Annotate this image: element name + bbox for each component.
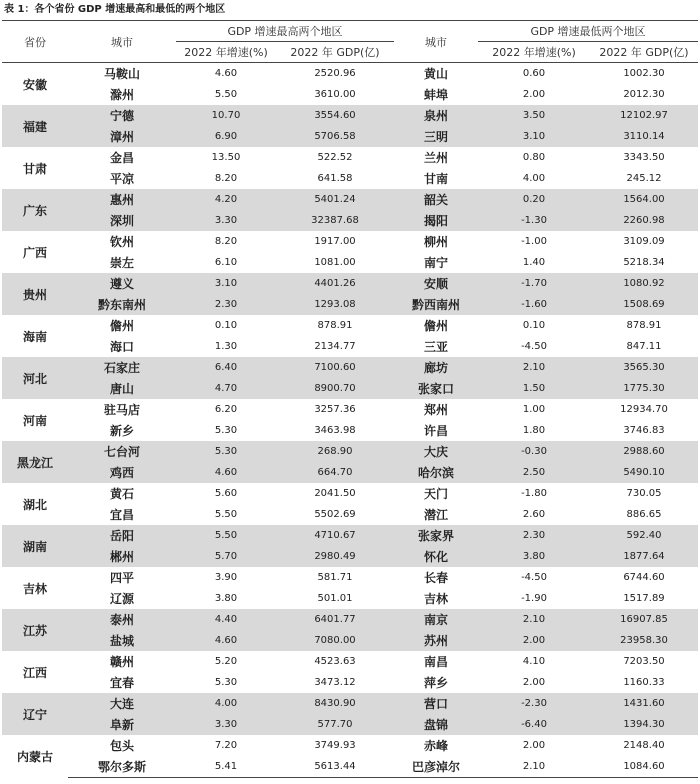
province-cell: 福建 [2, 105, 68, 147]
low-city-cell: 哈尔滨 [394, 462, 478, 483]
high-growth-cell: 2.30 [176, 294, 276, 315]
low-gdp-cell: 12102.97 [590, 105, 698, 126]
table-caption: 表 1：各个省份 GDP 增速最高和最低的两个地区 [4, 4, 226, 15]
low-city-cell: 黔西南州 [394, 294, 478, 315]
low-gdp-cell: 1508.69 [590, 294, 698, 315]
table-row [2, 84, 698, 105]
low-gdp-cell: 1160.33 [623, 677, 665, 688]
high-city-cell: 鸡西 [68, 462, 176, 483]
high-gdp-cell: 5502.69 [314, 509, 356, 520]
high-gdp-cell: 581.71 [317, 572, 353, 583]
province-cell: 黑龙江 [2, 441, 68, 483]
low-city-cell: 许昌 [423, 424, 448, 438]
low-gdp-cell: 878.91 [626, 320, 662, 331]
low-growth-cell: 0.60 [522, 68, 546, 79]
table-row [2, 168, 698, 189]
low-growth-cell: -1.90 [521, 593, 547, 604]
low-growth-cell: 1.40 [522, 257, 546, 268]
low-growth-cell: 2.00 [522, 89, 546, 100]
high-city-cell: 盐城 [68, 630, 176, 651]
low-growth-cell: -1.60 [478, 294, 590, 315]
high-city-cell: 惠州 [68, 189, 176, 210]
high-gdp-cell: 6401.77 [276, 609, 394, 630]
low-city-cell: 怀化 [394, 546, 478, 567]
province-cell: 河北 [2, 357, 68, 399]
high-growth-cell: 3.90 [214, 572, 238, 583]
high-growth-cell: 4.40 [176, 609, 276, 630]
high-gdp-cell: 2520.96 [314, 68, 356, 79]
province-cell: 河南 [22, 413, 47, 428]
header-low-group: GDP 增速最低两个地区 [478, 21, 698, 42]
table-row [2, 483, 698, 504]
high-city-cell: 钦州 [109, 235, 134, 249]
low-growth-cell: 3.50 [478, 105, 590, 126]
province-cell: 甘肃 [22, 161, 47, 176]
high-gdp-cell: 3463.98 [314, 425, 356, 436]
table-row [2, 336, 698, 357]
high-city-cell: 深圳 [68, 210, 176, 231]
low-growth-cell: -6.40 [478, 714, 590, 735]
low-city-cell: 大庆 [394, 441, 478, 462]
low-gdp-cell: 6744.60 [623, 572, 665, 583]
table-row [2, 546, 698, 567]
low-city-cell: 赤峰 [423, 739, 448, 753]
low-gdp-cell: 3565.30 [590, 357, 698, 378]
low-city-cell: 天门 [423, 487, 448, 501]
high-city-cell: 儋州 [109, 319, 134, 333]
low-gdp-cell: 1394.30 [590, 714, 698, 735]
high-city-cell: 滁州 [109, 88, 134, 102]
high-city-cell: 遵义 [68, 273, 176, 294]
high-city-cell: 阜新 [68, 714, 176, 735]
high-growth-cell: 5.60 [214, 488, 238, 499]
low-growth-cell: -1.70 [478, 273, 590, 294]
low-growth-cell: -1.00 [521, 236, 547, 247]
high-growth-cell: 5.50 [214, 89, 238, 100]
province-cell: 湖北 [22, 497, 47, 512]
low-growth-cell: 2.10 [478, 357, 590, 378]
high-gdp-cell: 1293.08 [276, 294, 394, 315]
low-city-cell: 安顺 [394, 273, 478, 294]
low-growth-cell: 1.00 [522, 404, 546, 415]
high-growth-cell: 1.30 [214, 341, 238, 352]
high-growth-cell: 13.50 [211, 152, 241, 163]
low-growth-cell: 4.10 [522, 656, 546, 667]
high-gdp-cell: 3610.00 [314, 89, 356, 100]
high-growth-cell: 4.70 [176, 378, 276, 399]
table-row [2, 693, 698, 714]
table-row [2, 672, 698, 693]
high-gdp-cell: 4523.63 [314, 656, 356, 667]
high-gdp-cell: 5613.44 [276, 756, 394, 778]
province-cell: 海南 [22, 329, 47, 344]
low-city-cell: 盘锦 [394, 714, 478, 735]
low-city-cell: 泉州 [394, 105, 478, 126]
high-gdp-cell: 878.91 [317, 320, 353, 331]
low-growth-cell: 3.10 [478, 126, 590, 147]
header-growth-high: 2022 年增速(%) [176, 42, 276, 63]
low-city-cell: 揭阳 [394, 210, 478, 231]
high-city-cell: 郴州 [68, 546, 176, 567]
high-gdp-cell: 3554.60 [276, 105, 394, 126]
low-growth-cell: -1.30 [478, 210, 590, 231]
high-growth-cell: 5.50 [214, 509, 238, 520]
low-gdp-cell: 592.40 [590, 525, 698, 546]
table-row [2, 231, 698, 252]
high-gdp-cell: 268.90 [276, 441, 394, 462]
low-growth-cell: 2.30 [478, 525, 590, 546]
high-growth-cell: 7.20 [214, 740, 238, 751]
low-city-cell: 柳州 [423, 235, 448, 249]
low-gdp-cell: 1877.64 [590, 546, 698, 567]
high-city-cell: 宜昌 [109, 508, 134, 522]
low-growth-cell: 2.00 [478, 630, 590, 651]
high-growth-cell: 6.10 [214, 257, 238, 268]
province-cell: 辽宁 [2, 693, 68, 735]
high-growth-cell: 3.10 [176, 273, 276, 294]
gdp-growth-table [2, 20, 698, 778]
low-city-cell: 儋州 [423, 319, 448, 333]
high-gdp-cell: 1917.00 [314, 236, 356, 247]
low-growth-cell: 2.00 [522, 740, 546, 751]
high-gdp-cell: 641.58 [317, 173, 353, 184]
high-growth-cell: 5.50 [176, 525, 276, 546]
high-growth-cell: 5.30 [176, 441, 276, 462]
table-row [2, 441, 698, 462]
low-gdp-cell: 245.12 [626, 173, 662, 184]
low-growth-cell: 0.10 [522, 320, 546, 331]
high-growth-cell: 6.40 [176, 357, 276, 378]
high-growth-cell: 0.10 [214, 320, 238, 331]
low-city-cell: 长春 [423, 571, 448, 585]
high-gdp-cell: 577.70 [276, 714, 394, 735]
province-cell: 江苏 [2, 609, 68, 651]
low-gdp-cell: 5218.34 [623, 257, 665, 268]
table-row [2, 588, 698, 609]
header-city-high: 城市 [68, 21, 176, 63]
low-city-cell: 三亚 [423, 340, 448, 354]
high-growth-cell: 10.70 [176, 105, 276, 126]
high-city-cell: 辽源 [109, 592, 134, 606]
low-city-cell: 吉林 [423, 592, 448, 606]
high-gdp-cell: 3257.36 [314, 404, 356, 415]
province-cell: 广东 [2, 189, 68, 231]
high-gdp-cell: 5401.24 [276, 189, 394, 210]
table-row [2, 504, 698, 525]
high-city-cell: 赣州 [109, 655, 134, 669]
table-row [2, 651, 698, 672]
high-gdp-cell: 2041.50 [314, 488, 356, 499]
low-city-cell: 韶关 [394, 189, 478, 210]
low-city-cell: 巴彦淖尔 [394, 756, 478, 778]
low-gdp-cell: 3343.50 [623, 152, 665, 163]
low-city-cell: 南京 [394, 609, 478, 630]
high-growth-cell: 4.00 [176, 693, 276, 714]
table-row [2, 630, 698, 651]
table-row [2, 756, 698, 778]
table-row [2, 105, 698, 126]
high-growth-cell: 3.30 [176, 714, 276, 735]
low-growth-cell: 3.80 [478, 546, 590, 567]
high-city-cell: 平凉 [109, 172, 134, 186]
table-row [2, 357, 698, 378]
table-row [2, 126, 698, 147]
low-gdp-cell: 1517.89 [623, 593, 665, 604]
high-gdp-cell: 32387.68 [276, 210, 394, 231]
high-city-cell: 石家庄 [68, 357, 176, 378]
high-gdp-cell: 4401.26 [276, 273, 394, 294]
province-cell: 内蒙古 [16, 749, 53, 764]
table-body [2, 63, 698, 778]
high-gdp-cell: 1081.00 [314, 257, 356, 268]
low-growth-cell: 2.10 [478, 756, 590, 778]
province-cell: 湖南 [2, 525, 68, 567]
high-city-cell: 唐山 [68, 378, 176, 399]
high-city-cell: 大连 [68, 693, 176, 714]
high-growth-cell: 4.20 [176, 189, 276, 210]
high-growth-cell: 4.60 [176, 462, 276, 483]
high-gdp-cell: 7080.00 [276, 630, 394, 651]
low-city-cell: 萍乡 [423, 676, 448, 690]
table-row [2, 525, 698, 546]
low-city-cell: 兰州 [423, 151, 448, 165]
high-city-cell: 黔东南州 [68, 294, 176, 315]
low-gdp-cell: 2148.40 [623, 740, 665, 751]
low-gdp-cell: 7203.50 [623, 656, 665, 667]
high-gdp-cell: 2980.49 [276, 546, 394, 567]
low-gdp-cell: 886.65 [626, 509, 662, 520]
high-city-cell: 宁德 [68, 105, 176, 126]
high-city-cell: 岳阳 [68, 525, 176, 546]
high-city-cell: 海口 [109, 340, 134, 354]
high-gdp-cell: 8900.70 [276, 378, 394, 399]
high-growth-cell: 4.60 [176, 630, 276, 651]
low-gdp-cell: 3109.09 [623, 236, 665, 247]
table-row [2, 189, 698, 210]
low-growth-cell: -0.30 [478, 441, 590, 462]
low-growth-cell: -1.80 [521, 488, 547, 499]
high-city-cell: 黄石 [109, 487, 134, 501]
low-gdp-cell: 1431.60 [590, 693, 698, 714]
high-city-cell: 宜春 [109, 676, 134, 690]
province-cell: 江西 [22, 665, 47, 680]
low-city-cell: 黄山 [423, 67, 448, 81]
high-city-cell: 四平 [109, 571, 134, 585]
table-header [2, 21, 698, 63]
high-growth-cell: 4.60 [214, 68, 238, 79]
province-cell: 贵州 [2, 273, 68, 315]
high-gdp-cell: 3473.12 [314, 677, 356, 688]
low-gdp-cell: 1080.92 [590, 273, 698, 294]
high-city-cell: 马鞍山 [103, 67, 140, 81]
low-city-cell: 南宁 [423, 256, 448, 270]
low-growth-cell: 2.60 [522, 509, 546, 520]
low-city-cell: 甘南 [423, 172, 448, 186]
high-growth-cell: 5.70 [176, 546, 276, 567]
high-city-cell: 鄂尔多斯 [68, 756, 176, 778]
low-city-cell: 三明 [394, 126, 478, 147]
low-gdp-cell: 1564.00 [590, 189, 698, 210]
low-gdp-cell: 730.05 [626, 488, 662, 499]
low-gdp-cell: 1084.60 [590, 756, 698, 778]
low-city-cell: 张家口 [394, 378, 478, 399]
high-gdp-cell: 3749.93 [314, 740, 356, 751]
low-gdp-cell: 3110.14 [590, 126, 698, 147]
high-growth-cell: 5.30 [214, 677, 238, 688]
high-growth-cell: 8.20 [214, 236, 238, 247]
low-city-cell: 郑州 [423, 403, 448, 417]
high-gdp-cell: 2134.77 [314, 341, 356, 352]
table-row [2, 609, 698, 630]
low-gdp-cell: 16907.85 [590, 609, 698, 630]
low-growth-cell: 2.00 [522, 677, 546, 688]
high-city-cell: 七台河 [68, 441, 176, 462]
table-row [2, 567, 698, 588]
high-city-cell: 包头 [109, 739, 134, 753]
low-growth-cell: -4.50 [521, 341, 547, 352]
table-row [2, 735, 698, 756]
low-gdp-cell: 2988.60 [590, 441, 698, 462]
low-gdp-cell: 23958.30 [590, 630, 698, 651]
header-city-low: 城市 [394, 21, 478, 63]
high-gdp-cell: 4710.67 [276, 525, 394, 546]
table-row [2, 210, 698, 231]
high-city-cell: 漳州 [68, 126, 176, 147]
table-row [2, 399, 698, 420]
table-row [2, 252, 698, 273]
low-growth-cell: 0.80 [522, 152, 546, 163]
low-city-cell: 潜江 [423, 508, 448, 522]
header-high-group: GDP 增速最高两个地区 [176, 21, 394, 42]
table-row [2, 294, 698, 315]
low-gdp-cell: 1002.30 [623, 68, 665, 79]
low-growth-cell: 0.20 [478, 189, 590, 210]
high-gdp-cell: 522.52 [317, 152, 353, 163]
high-city-cell: 驻马店 [103, 403, 140, 417]
high-growth-cell: 5.20 [214, 656, 238, 667]
low-city-cell: 张家界 [394, 525, 478, 546]
high-city-cell: 崇左 [109, 256, 134, 270]
high-gdp-cell: 7100.60 [276, 357, 394, 378]
province-cell: 吉林 [22, 581, 47, 596]
header-gdp-low: 2022 年 GDP(亿) [590, 42, 698, 63]
low-growth-cell: 2.50 [478, 462, 590, 483]
low-growth-cell: 1.50 [478, 378, 590, 399]
low-gdp-cell: 2260.98 [590, 210, 698, 231]
high-gdp-cell: 5706.58 [276, 126, 394, 147]
high-growth-cell: 6.20 [214, 404, 238, 415]
low-gdp-cell: 2012.30 [623, 89, 665, 100]
low-gdp-cell: 5490.10 [590, 462, 698, 483]
table-row [2, 420, 698, 441]
low-city-cell: 苏州 [394, 630, 478, 651]
low-gdp-cell: 847.11 [626, 341, 662, 352]
table-row [2, 378, 698, 399]
high-city-cell: 金昌 [109, 151, 134, 165]
low-city-cell: 廊坊 [394, 357, 478, 378]
low-growth-cell: -2.30 [478, 693, 590, 714]
high-growth-cell: 3.80 [214, 593, 238, 604]
province-cell: 广西 [22, 245, 47, 260]
low-gdp-cell: 3746.83 [623, 425, 665, 436]
low-gdp-cell: 1775.30 [590, 378, 698, 399]
high-city-cell: 泰州 [68, 609, 176, 630]
high-growth-cell: 3.30 [176, 210, 276, 231]
high-city-cell: 新乡 [109, 424, 134, 438]
high-growth-cell: 8.20 [214, 173, 238, 184]
header-gdp-high: 2022 年 GDP(亿) [276, 42, 394, 63]
high-gdp-cell: 664.70 [276, 462, 394, 483]
table-row [2, 147, 698, 168]
high-gdp-cell: 8430.90 [276, 693, 394, 714]
table-row [2, 462, 698, 483]
low-growth-cell: -4.50 [521, 572, 547, 583]
high-gdp-cell: 501.01 [317, 593, 353, 604]
low-growth-cell: 4.00 [522, 173, 546, 184]
low-growth-cell: 2.10 [478, 609, 590, 630]
header-province: 省份 [2, 21, 68, 63]
low-gdp-cell: 12934.70 [620, 404, 668, 415]
table-row [2, 714, 698, 735]
header-growth-low: 2022 年增速(%) [478, 42, 590, 63]
low-growth-cell: 1.80 [522, 425, 546, 436]
high-growth-cell: 6.90 [176, 126, 276, 147]
low-city-cell: 营口 [394, 693, 478, 714]
table-row [2, 63, 698, 85]
low-city-cell: 南昌 [423, 655, 448, 669]
high-growth-cell: 5.30 [214, 425, 238, 436]
province-cell: 安徽 [22, 77, 47, 92]
low-city-cell: 蚌埠 [423, 88, 448, 102]
high-growth-cell: 5.41 [176, 756, 276, 778]
table-row [2, 315, 698, 336]
table-row [2, 273, 698, 294]
